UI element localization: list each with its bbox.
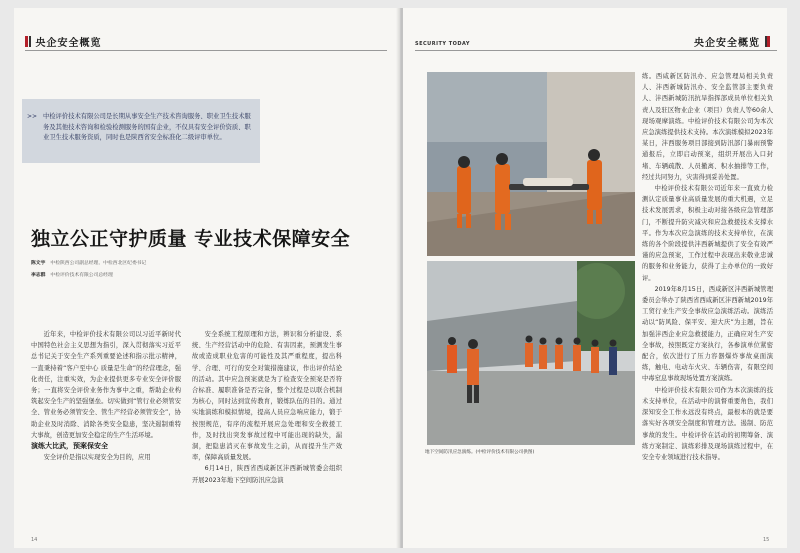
left-column-1 [31,329,181,463]
photo-caption: 地下空间防汛应急演练。(中检评价技术有限公司供图) [425,450,535,455]
running-head: SECURITY TODAY [415,41,471,47]
article-title: 独立公正守护质量 专业技术保障安全 [31,228,351,250]
left-page [14,8,400,548]
body-paragraph: 2019年8月15日，西咸新区沣西新城管理委员会举办了陕西省西咸新区沣西新城2019年工贸行业生产安全事故应急演练活动。演练活动以“防风险、保平安、迎大庆”为主题，旨在加强沣西企业应急救援能力，正确应对生产安全事故，按照既定方案执行，各参演单位紧密配合，依次进行了压力容器爆炸事故桌面演练，触电、电动车火灾、车辆伤害，有限空间中毒窒息事故现场处置方案演练。 [642,285,773,383]
intro-box [22,99,260,163]
flood-drill-image [427,261,635,445]
author-name: 李志群 [31,273,46,278]
right-column [642,71,773,463]
section-subhead: 演练大比武，预案保安全 [31,442,108,451]
right-section-header [694,34,770,49]
body-paragraph: 练。西咸新区防汛办、应急管理局相关负责人、沣西新城防汛办、安全监管部主要负责人、沣西新城防汛抗旱指挥部成员单位相关负责人及驻区物业企业（项目）负责人等60余人现场观摩演练。中检评价技术有限公司为本次应急演练提供技术支持。本次演练模拟2023年某日，沣西服务项目部接到防汛部门暴雨预警通报后，立即启动预案，组织开展出入口封堵、车辆疏散、人员撤离、积水抽排等工作，经过共同努力，灾害得到妥善处置。 [642,73,773,181]
author-role: 中检评价技术有限公司总经理 [50,273,113,278]
author-role: 中检陕西公司副总经理、中检西北区纪委书记 [50,261,147,266]
body-paragraph: 中检评价技术有限公司作为本次演练的技术支持单位，在活动中的演督重要角色，我们深知安全工作永远没有终点，最根本的就是要落实好各项安全制度和管理方法。遏制、防范事故的发生。中检评价在活动的初期筹备、演练方案制定、演练彩排及现场演练过程中，在安全专业领域进行技术指导。 [642,386,773,461]
left-column-2 [192,329,342,486]
intro-arrow-icon: >> [27,113,38,120]
author-line [31,259,146,266]
photo-rescue-drill [427,72,635,256]
body-paragraph: 安全评价是指以实现安全为目的，应用 [43,454,151,462]
left-page-number: 14 [31,537,38,543]
rescue-drill-image [427,72,635,256]
intro-text: 中检评价技术有限公司是长期从事安全生产技术咨询服务、职业卫生技术服务及其他技术咨询和检验检测服务的国有企业，不仅具有安全评价资质、职业卫生技术服务资质，同时也是陕西省安全标准化二级评审单位。 [43,113,251,141]
left-header-rule [25,50,387,51]
header-red-bar [25,36,28,47]
left-section-header [25,34,101,49]
right-header-rule [415,50,777,51]
body-paragraph: 6月14日，陕西省西咸新区沣西新城管委会组织开展2023年地下空间防汛应急演 [192,465,342,484]
left-header-label: 央企安全概览 [35,38,102,49]
header-red-bar [767,36,770,47]
right-page-number: 15 [763,537,770,543]
right-page [403,8,787,548]
body-paragraph: 中检评价技术有限公司近年来一直致力检测认定质量事业高质量发展的重大机遇，立足技术发展需求，积极主动对接各级应急管理部门，不断提升防灾减灾和应急救援技术支撑水平。作为本次应急演练的技术支持单位，在演练的各个阶段提供沣西新城提供了安全有效严谨的应急预案，工作过程中表现出来敬业忠诚的服务和业务能力，获得了主办单位的一致好评。 [642,185,773,282]
photo-flood-drill [427,261,635,445]
body-paragraph: 近年来，中检评价技术有限公司以习近平新时代中国特色社会主义思想为指引，深入贯彻落实习近平总书记关于安全生产系列重要论述和指示批示精神，一直秉持着“客户至中心 质量是生命”的经营理念，强化责任，注重实效，为企业提供更多专业安全评价服务；一直将安全评价业务作为事中之重，帮助企业构筑起安全生产的坚强堡垒。切实做到“管行业必须管安全、管业务必须管安全、管生产经营必须管安全”，协助企业及时消除、消除各类安全隐患，坚决遏制重特大事故，创造更加安全稳定的生产生活环境。 [31,331,181,439]
author-line [31,271,113,278]
right-header-label: 央企安全概览 [694,38,760,49]
header-dark-bar [29,36,31,47]
body-paragraph: 安全系统工程原理和方法，辨识和分析建设、系统、生产经营活动中的危险、有害因素，预测发生事故或造成职业危害的可能性及其严重程度，提出科学、合理、可行的安全对策措施建议，作出评价结论的活动。其中应急预案就是为了检查安全预案是否符合标准、履职准备是否完备，整个过程是以联合机制为核心，同时达到宣传教育，锻炼队伍的目的。通过实地演练和模拟情境，提高人员应急响应能力，锻于按照规范，有序的流程开展应急处理和安全救援工作，及时找出突发事故过程中可能出现的缺失，漏洞，把隐患消灭在事故发生之前，从而提升生产效率，保障高质量发展。 [192,331,342,462]
author-name: 陈文宇 [31,261,46,266]
